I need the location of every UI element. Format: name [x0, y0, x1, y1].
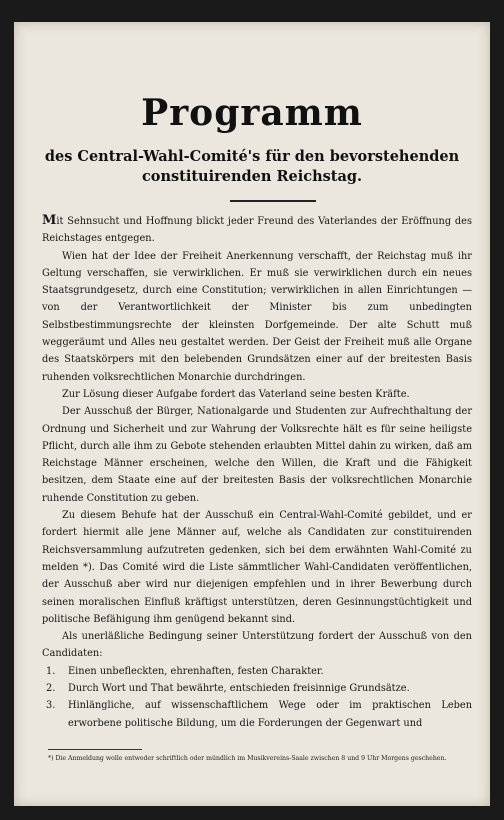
footnote-divider: [48, 749, 142, 750]
paragraph: Wien hat der Idee der Freiheit Anerkennung verschafft, der Reichstag muß ihr Geltung verschaffen, sie verwirklichen. Er muß sie verwirklichen durch ein neues Staatsgrundgesetz, durch eine Constitution; verwirklichen in allen Einrichtungen — von der Verantwortlichkeit der Minister bis zum unbedingten Selbstbestimmungsrechte der kleinsten Dorfgemeinde. Der alte Schutt muß weggeräumt und Alles neu gestaltet werden. Der Geist der Freiheit muß alle Organe des Staatskörpers mit den belebenden Grundsätzen einer auf der breitesten Basis ruhenden volksrechtlichen Monarchie durchdringen.: [42, 250, 472, 383]
document-page: [14, 22, 490, 806]
footnote: *) Die Anmeldung wolle entweder schriftlich oder mündlich im Musikvereins-Saale zwischen 8 und 9 Uhr Morgens geschehen.: [48, 755, 447, 762]
list-item: [42, 663, 472, 680]
paragraph: Zur Lösung dieser Aufgabe fordert das Vaterland seine besten Kräfte.: [62, 388, 410, 400]
list-text: Durch Wort und That bewährte, entschieden freisinnige Grundsätze.: [68, 683, 410, 695]
paragraph: [42, 212, 472, 248]
paragraph-text: it Sehnsucht und Hoffnung blickt jeder Freund des Vaterlandes der Eröffnung des Reichstages entgegen.: [42, 216, 472, 245]
title-divider: [230, 200, 316, 202]
paragraph: Zu diesem Behufe hat der Ausschuß ein Central-Wahl-Comité gebildet, und er fordert hiermit alle jene Männer auf, welche als Candidaten zur constituirenden Reichsversammlung aufzutreten gedenken, sich bei dem erwähnten Wahl-Comité zu melden *). Das Comité wird die Liste sämmtlicher Wahl-Candidaten veröffentlichen, der Ausschuß aber wird nur diejenigen empfehlen und in ihrer Bewerbung durch seinen moralischen Einfluß kräftigst unterstützen, deren Gesinnungstüchtigkeit und politische Befähigung ihm genügend bekannt sind.: [42, 510, 472, 625]
list-text: Hinlängliche, auf wissenschaftlichem Wege oder im praktischen Leben erworbene politische Bildung, um die Forderungen der Gegenwart und: [68, 700, 472, 729]
document-subtitle-line1: des Central-Wahl-Comité's für den bevorstehenden: [44, 148, 460, 165]
drop-cap: M: [42, 213, 57, 228]
document-subtitle-line2: constituirenden Reichstag.: [141, 168, 363, 185]
list-number: 1.: [46, 665, 56, 677]
list-item: [42, 680, 472, 697]
paragraph: Der Ausschuß der Bürger, Nationalgarde und Studenten zur Aufrechthaltung der Ordnung und Sicherheit und zur Wahrung der Volksrechte hält es für seine heiligste Pflicht, durch alle ihm zu Gebote stehenden erlaubten Mittel dahin zu wirken, daß am Reichstage Männer erscheinen, welche den Willen, die Kraft und die Fähigkeit besitzen, dem Staate eine auf der breitesten Basis der volksrechtlichen Monarchie ruhende Constitution zu geben.: [42, 406, 472, 504]
list-text: Einen unbefleckten, ehrenhaften, festen Charakter.: [68, 665, 324, 677]
paragraph: Als unerläßliche Bedingung seiner Unterstützung fordert der Ausschuß von den Candidaten:: [42, 631, 472, 660]
list-number: 3.: [46, 700, 56, 712]
list-item: [42, 697, 472, 732]
list-number: 2.: [46, 683, 56, 695]
document-body: [42, 212, 472, 732]
document-title: Programm: [141, 92, 363, 134]
